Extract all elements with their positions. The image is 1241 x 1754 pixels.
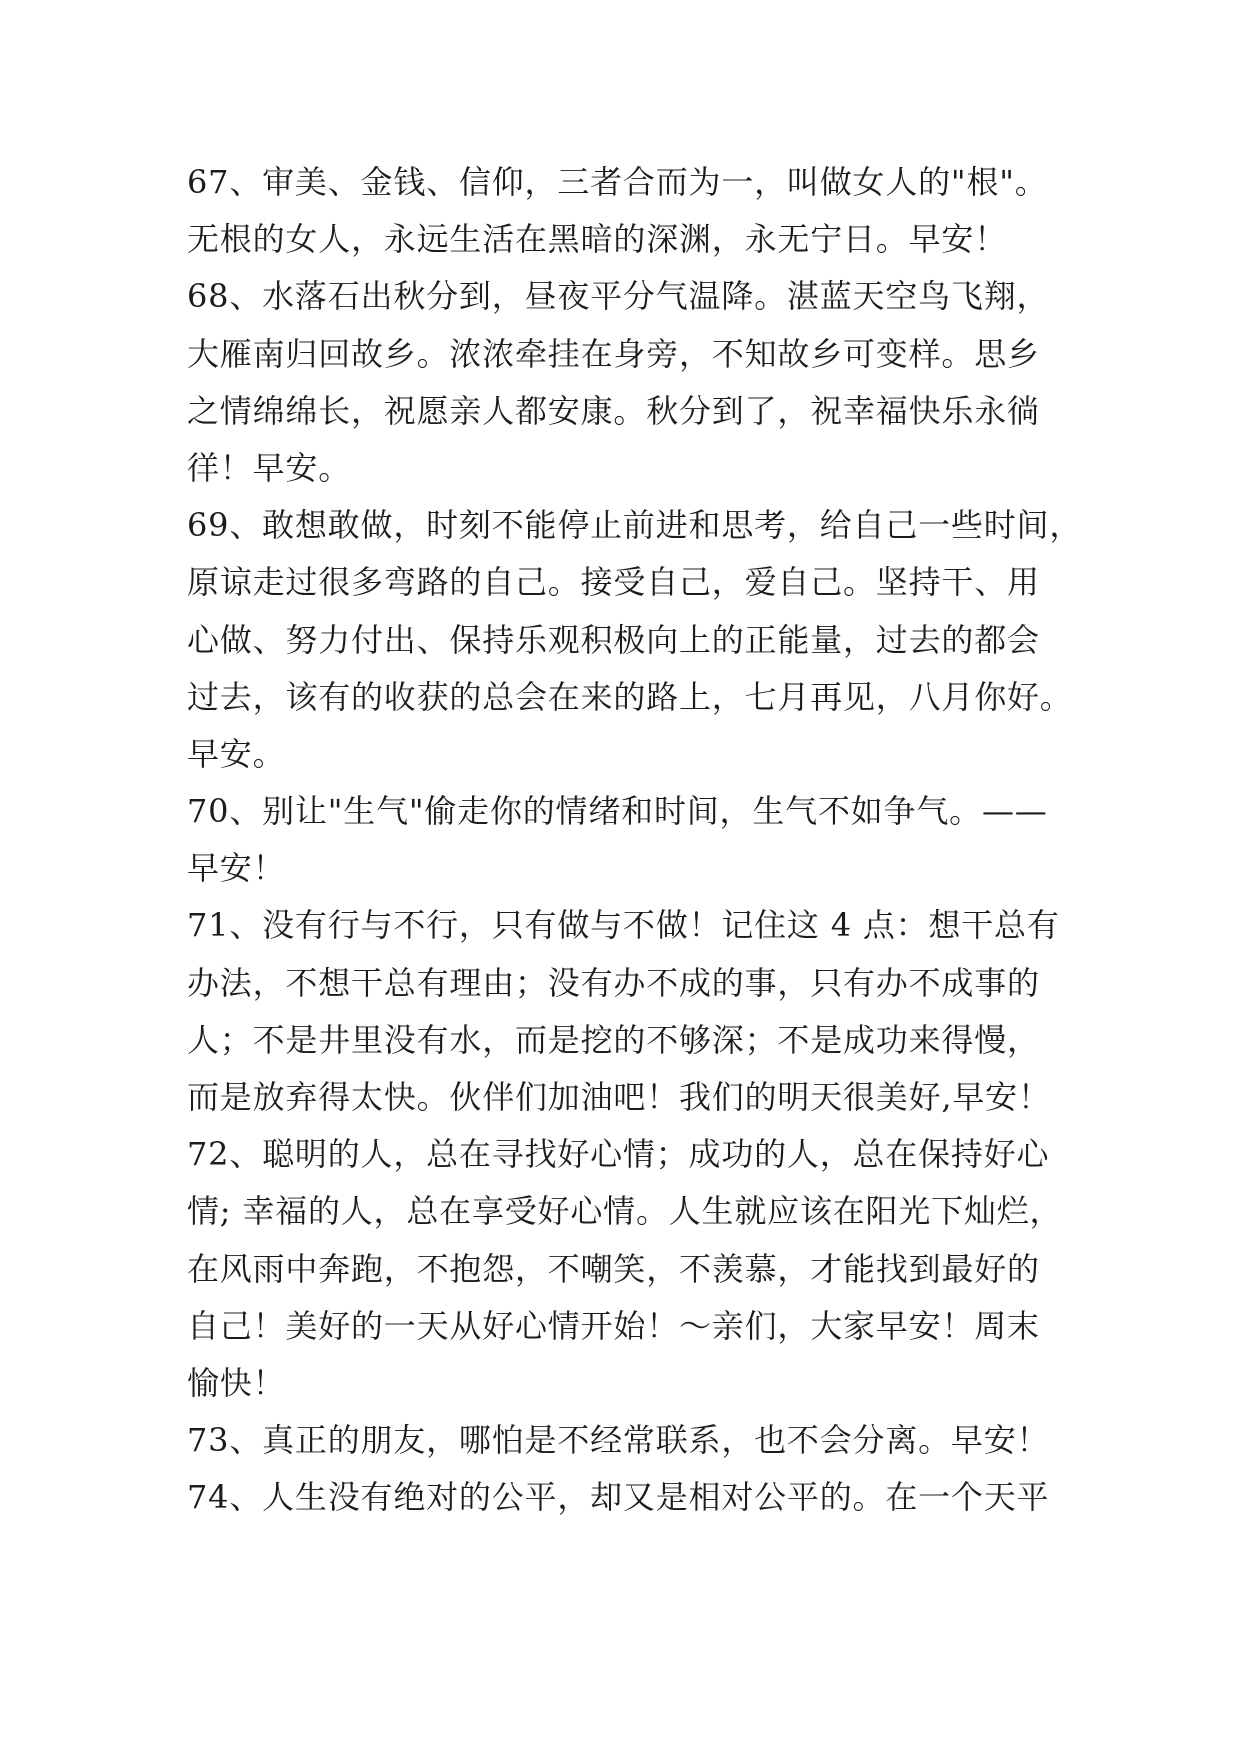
text-line: 69、敢想敢做，时刻不能停止前进和思考，给自己一些时间， xyxy=(187,506,1083,545)
paragraph-70 xyxy=(187,783,1054,897)
text-line: 而是放弃得太快。伙伴们加油吧！我们的明天很美好,早安！ xyxy=(187,1078,1051,1116)
text-line: 早安。 xyxy=(187,734,286,773)
text-line: 在风雨中奔跑，不抱怨，不嘲笑，不羡慕，才能找到最好的 xyxy=(187,1249,1040,1288)
paragraph-74 xyxy=(187,1469,1054,1526)
text-line: 之情绵绵长，祝愿亲人都安康。秋分到了，祝幸福快乐永徜 xyxy=(187,391,1040,430)
text-line: 72、聪明的人，总在寻找好心情；成功的人，总在保持好心 xyxy=(187,1135,1050,1174)
text-line: 70、别让"生气"偷走你的情绪和时间，生气不如争气。—— xyxy=(187,792,1048,831)
paragraph-68 xyxy=(187,268,1054,497)
text-line: 无根的女人，永远生活在黑暗的深渊，永无宁日。早安！ xyxy=(187,220,1008,259)
text-line: 过去，该有的收获的总会在来的路上，七月再见，八月你好。 xyxy=(187,677,1073,716)
text-line: 74、人生没有绝对的公平，却又是相对公平的。在一个天平 xyxy=(187,1478,1050,1517)
text-line: 心做、努力付出、保持乐观积极向上的正能量，过去的都会 xyxy=(187,620,1040,659)
text-line: 早安！ xyxy=(187,849,286,888)
text-line: 68、水落石出秋分到，昼夜平分气温降。湛蓝天空鸟飞翔， xyxy=(187,277,1050,316)
text-line: 自己！美好的一天从好心情开始！～亲们，大家早安！周末 xyxy=(187,1306,1040,1345)
text-line: 徉！早安。 xyxy=(187,448,352,487)
text-line: 愉快！ xyxy=(187,1363,286,1402)
text-line: 73、真正的朋友，哪怕是不经常联系，也不会分离。早安！ xyxy=(187,1421,1050,1460)
paragraph-72 xyxy=(187,1126,1063,1412)
paragraph-73 xyxy=(187,1412,1054,1469)
text-line: 71、没有行与不行，只有做与不做！记住这 4 点：想干总有 xyxy=(187,906,1060,945)
text-line: 原谅走过很多弯路的自己。接受自己，爱自己。坚持干、用 xyxy=(187,563,1040,602)
paragraph-69 xyxy=(187,497,1083,783)
text-line: 办法，不想干总有理由；没有办不成的事，只有办不成事的 xyxy=(187,963,1040,1002)
text-line: 67、审美、金钱、信仰，三者合而为一，叫做女人的"根"。 xyxy=(187,163,1048,201)
document-body xyxy=(187,154,1083,1527)
paragraph-67 xyxy=(187,154,1054,268)
paragraph-71 xyxy=(187,897,1060,1126)
text-line: 大雁南归回故乡。浓浓牵挂在身旁，不知故乡可变样。思乡 xyxy=(187,334,1040,373)
text-line: 人；不是井里没有水，而是挖的不够深；不是成功来得慢， xyxy=(187,1020,1040,1059)
text-line: 情; 幸福的人，总在享受好心情。人生就应该在阳光下灿烂， xyxy=(187,1192,1063,1231)
